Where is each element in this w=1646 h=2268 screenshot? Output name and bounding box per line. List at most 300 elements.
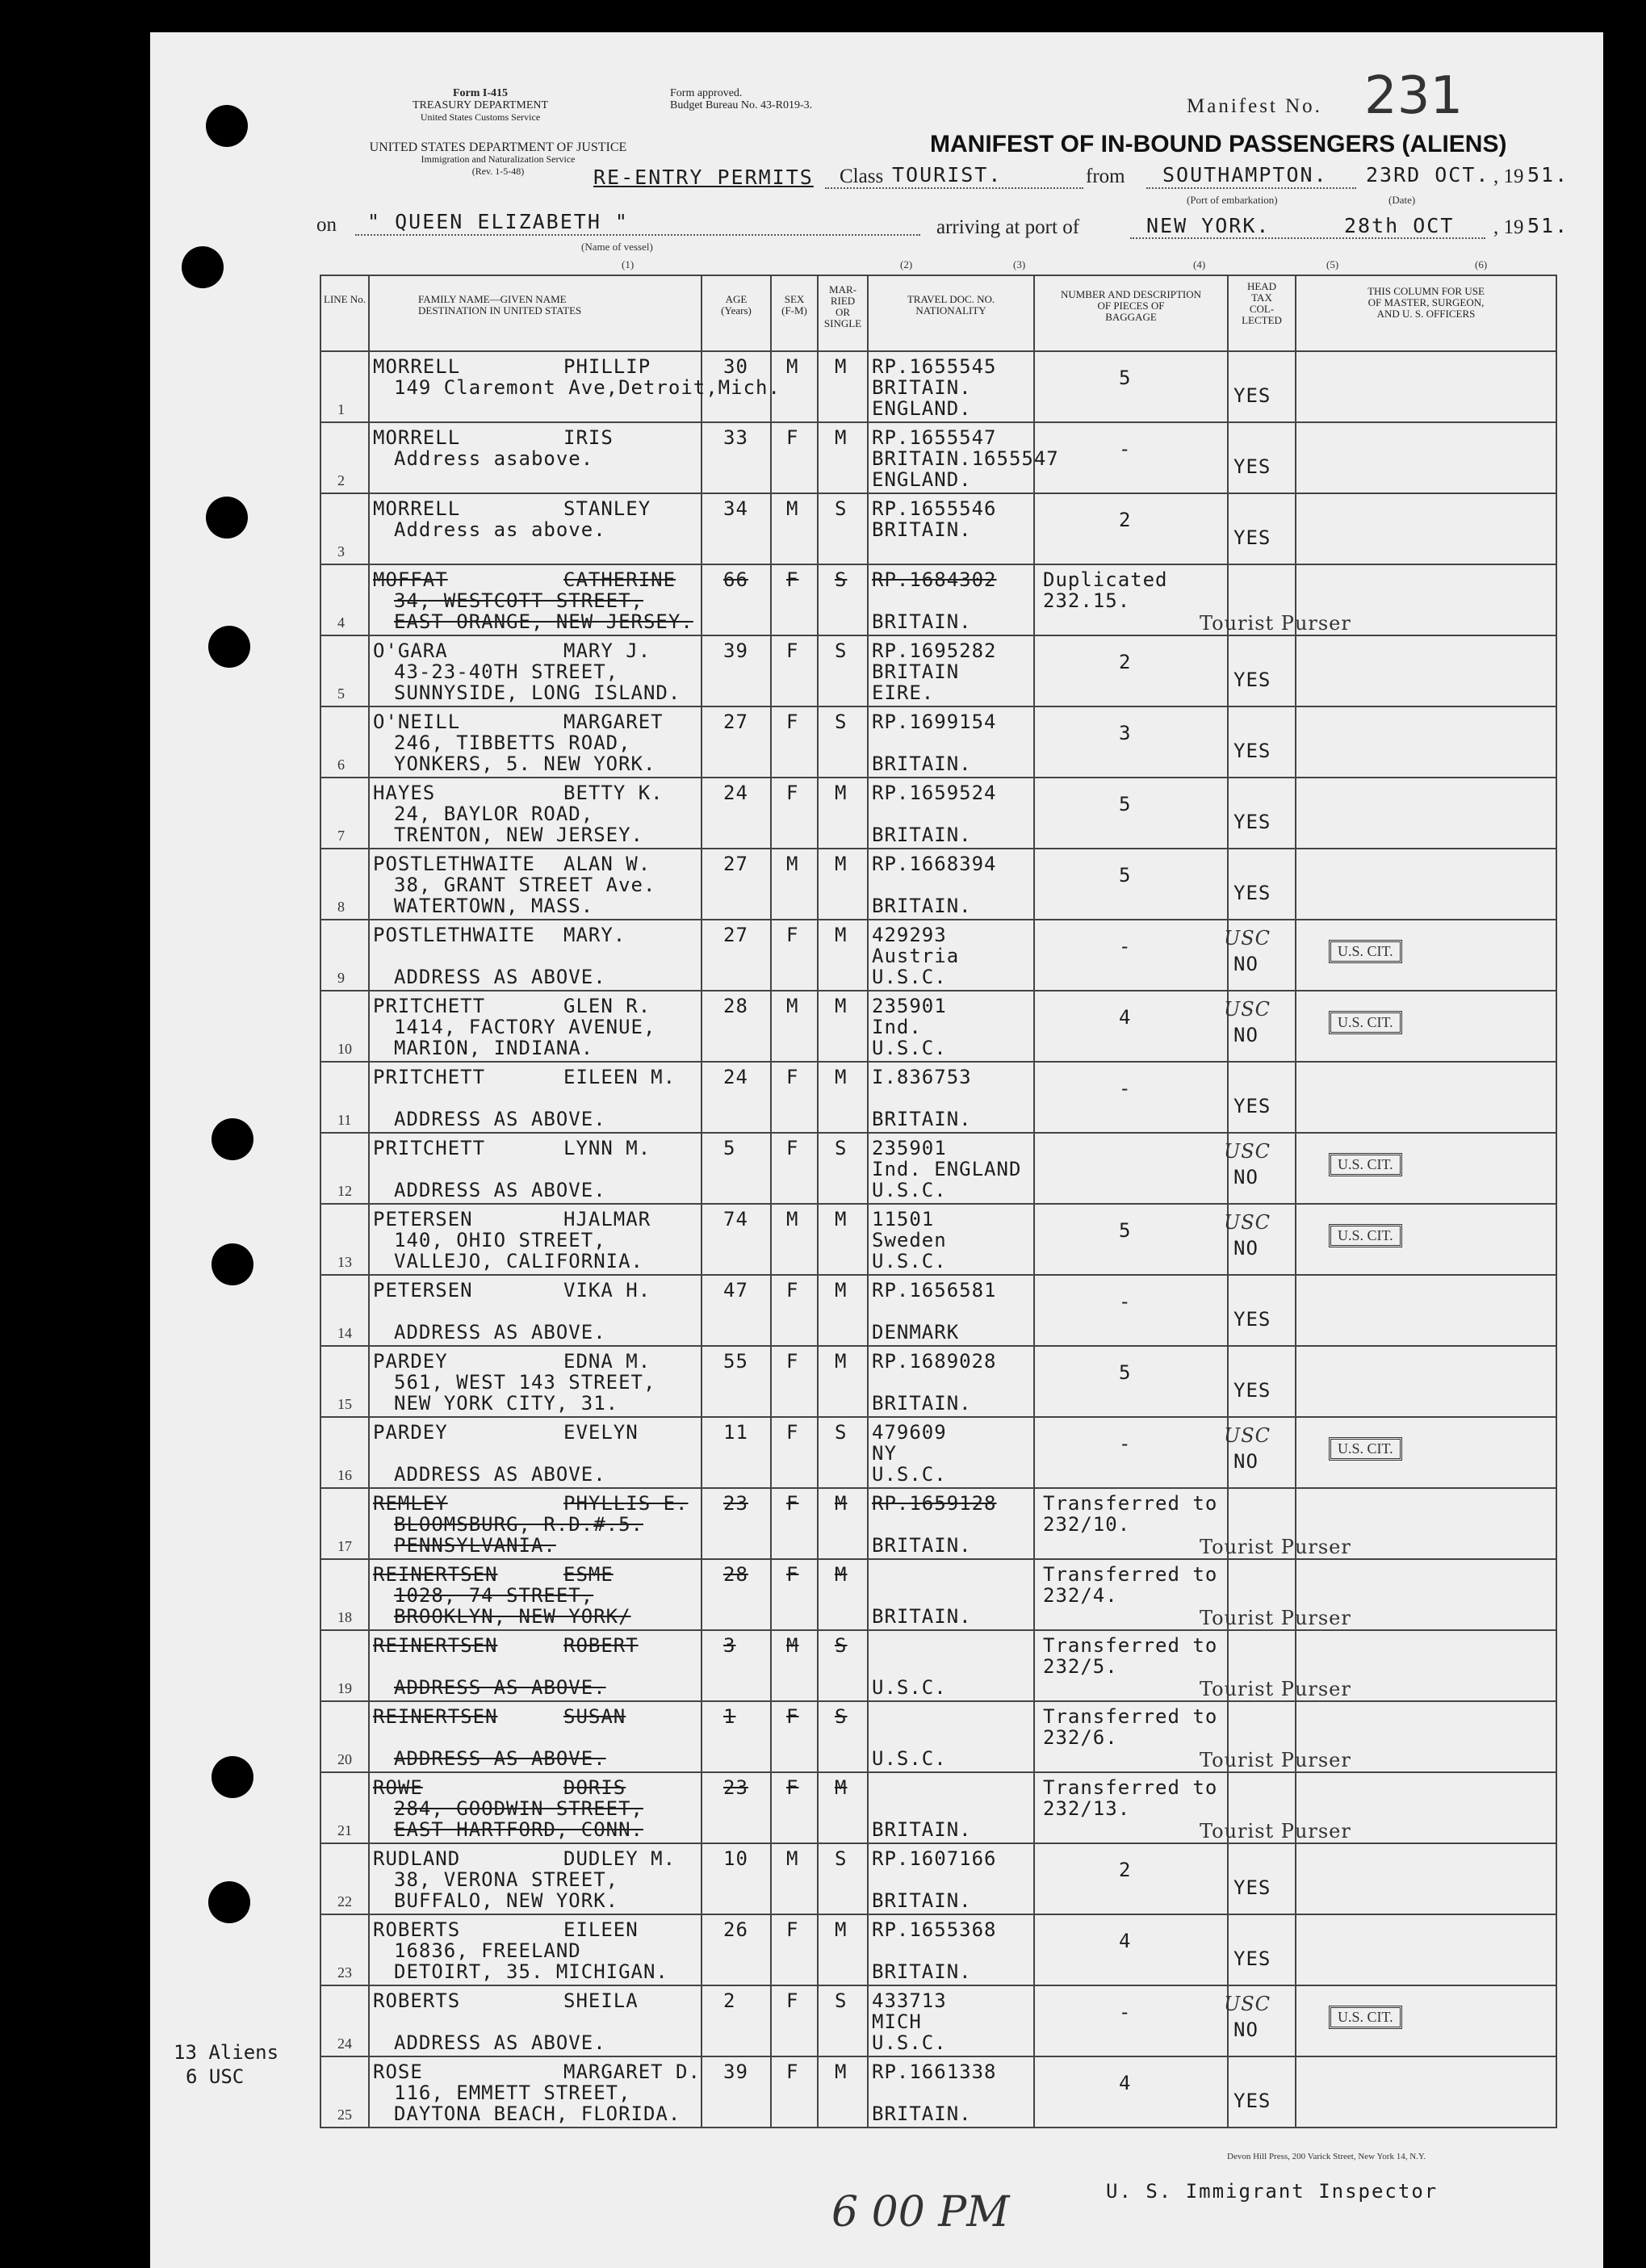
nationality-2: U.S.C. bbox=[872, 2031, 947, 2054]
punch-hole bbox=[212, 1118, 253, 1160]
age: 11 bbox=[723, 1421, 748, 1444]
officer-note: Tourist Purser bbox=[1200, 1820, 1351, 1842]
sex: F bbox=[786, 1350, 799, 1373]
family-name: POSTLETHWAITE bbox=[373, 853, 535, 875]
col-number-5: (5) bbox=[1326, 258, 1339, 270]
age: 27 bbox=[723, 924, 748, 946]
address-line-2: SUNNYSIDE, LONG ISLAND. bbox=[394, 681, 681, 704]
sex: M bbox=[786, 853, 799, 875]
table-row bbox=[320, 635, 1556, 706]
sex: F bbox=[786, 1563, 799, 1586]
port-of-embarkation: SOUTHAMPTON. bbox=[1162, 163, 1328, 187]
travel-doc-no: 235901 bbox=[872, 995, 947, 1017]
baggage: 5 bbox=[1119, 1361, 1132, 1384]
nationality-2: BRITAIN. bbox=[872, 1605, 972, 1628]
nationality-2: U.S.C. bbox=[872, 1676, 947, 1699]
nationality: Austria bbox=[872, 945, 960, 967]
punch-hole bbox=[182, 246, 224, 288]
baggage-ref: 232/4. bbox=[1043, 1584, 1118, 1607]
family-name: PETERSEN bbox=[373, 1279, 473, 1302]
baggage: 2 bbox=[1119, 651, 1132, 673]
baggage-ref: 232.15. bbox=[1043, 589, 1131, 612]
age: 26 bbox=[723, 1918, 748, 1941]
age: 30 bbox=[723, 355, 748, 378]
age: 24 bbox=[723, 1066, 748, 1088]
nationality-2: BRITAIN. bbox=[872, 1889, 972, 1912]
given-name: ESME bbox=[563, 1563, 614, 1586]
sex: F bbox=[786, 2060, 799, 2083]
line-number: 24 bbox=[337, 2035, 352, 2052]
baggage: 4 bbox=[1119, 1006, 1132, 1029]
given-name: EILEEN bbox=[563, 1918, 639, 1941]
marital-status: M bbox=[835, 1918, 848, 1941]
col-sex: SEX (F-M) bbox=[781, 293, 807, 317]
line-number: 5 bbox=[337, 685, 345, 702]
address-line-2: ADDRESS AS ABOVE. bbox=[394, 1321, 606, 1344]
address-line-1: 38, GRANT STREET Ave. bbox=[394, 874, 656, 896]
form-number: Form I-415 bbox=[452, 87, 509, 99]
travel-doc-no: RP.1656581 bbox=[872, 1279, 997, 1302]
punch-hole bbox=[208, 1881, 250, 1923]
marital-status: S bbox=[835, 568, 848, 591]
travel-doc-no: 11501 bbox=[872, 1208, 935, 1230]
family-name: ROBERTS bbox=[373, 1989, 461, 2012]
marital-status: S bbox=[835, 497, 848, 520]
address-line-2: NEW YORK CITY, 31. bbox=[394, 1392, 619, 1415]
travel-doc-no: 479609 bbox=[872, 1421, 947, 1444]
baggage: 5 bbox=[1119, 793, 1132, 815]
address-line-1: 34, WESTCOTT STREET, bbox=[394, 589, 643, 612]
address-line-1: Address asabove. bbox=[394, 447, 594, 470]
officer-note: Tourist Purser bbox=[1200, 1607, 1351, 1629]
sex: F bbox=[786, 711, 799, 733]
form-revision: (Rev. 1-5-48) bbox=[471, 166, 525, 177]
head-tax: YES bbox=[1233, 740, 1271, 762]
family-name: REMLEY bbox=[373, 1492, 448, 1515]
nationality-2: BRITAIN. bbox=[872, 824, 972, 846]
line-number: 14 bbox=[337, 1325, 352, 1341]
head-tax: YES bbox=[1233, 1308, 1271, 1331]
travel-doc-no: RP.1659128 bbox=[872, 1492, 997, 1515]
embarkation-caption: (Port of embarkation) bbox=[1187, 194, 1278, 206]
address-line-1: 24, BAYLOR ROAD, bbox=[394, 803, 594, 825]
nationality: BRITAIN. bbox=[872, 518, 972, 541]
baggage: Transferred to bbox=[1043, 1492, 1218, 1515]
family-name: MORRELL bbox=[373, 426, 461, 449]
nationality: BRITAIN bbox=[872, 660, 960, 683]
given-name: EDNA M. bbox=[563, 1350, 651, 1373]
marital-status: M bbox=[835, 1563, 848, 1586]
travel-doc-no: RP.1661338 bbox=[872, 2060, 997, 2083]
head-tax: YES bbox=[1233, 455, 1271, 478]
baggage: - bbox=[1119, 1077, 1132, 1100]
head-tax: YES bbox=[1233, 1379, 1271, 1402]
vessel-rule bbox=[355, 234, 920, 236]
given-name: CATHERINE bbox=[563, 568, 676, 591]
table-header-row bbox=[320, 275, 1556, 351]
col-head-tax: HEAD TAX COL- LECTED bbox=[1242, 280, 1282, 326]
citizen-stamp: U.S. CIT. bbox=[1329, 1153, 1402, 1176]
travel-doc-no: RP.1695282 bbox=[872, 639, 997, 662]
travel-doc-no: RP.1689028 bbox=[872, 1350, 997, 1373]
marital-status: M bbox=[835, 355, 848, 378]
passenger-table bbox=[320, 275, 1557, 2128]
officer-note: Tourist Purser bbox=[1200, 1678, 1351, 1700]
address-line-2: DETOIRT, 35. MICHIGAN. bbox=[394, 1960, 668, 1983]
marital-status: S bbox=[835, 1847, 848, 1870]
nationality: BRITAIN.1655547 bbox=[872, 447, 1059, 470]
travel-doc-no: I.836753 bbox=[872, 1066, 972, 1088]
col-age: AGE (Years) bbox=[721, 293, 752, 317]
nationality-2: ENGLAND. bbox=[872, 468, 972, 491]
table-row bbox=[320, 1630, 1556, 1701]
line-number: 25 bbox=[337, 2107, 352, 2123]
head-tax: NO bbox=[1233, 953, 1259, 975]
age: 34 bbox=[723, 497, 748, 520]
departure-year: 51. bbox=[1527, 163, 1569, 187]
marital-status: S bbox=[835, 1634, 848, 1657]
age: 3 bbox=[723, 1634, 736, 1657]
line-number: 8 bbox=[337, 899, 345, 915]
nationality-2: BRITAIN. bbox=[872, 610, 972, 633]
family-name: REINERTSEN bbox=[373, 1705, 498, 1728]
head-tax: YES bbox=[1233, 669, 1271, 691]
head-tax: YES bbox=[1233, 811, 1271, 833]
travel-doc-no: RP.1699154 bbox=[872, 711, 997, 733]
age: 27 bbox=[723, 711, 748, 733]
table-row bbox=[320, 493, 1556, 564]
given-name: LYNN M. bbox=[563, 1137, 651, 1159]
line-number: 16 bbox=[337, 1467, 352, 1483]
age: 5 bbox=[723, 1137, 736, 1159]
address-line-2: MARION, INDIANA. bbox=[394, 1037, 594, 1059]
family-name: MORRELL bbox=[373, 497, 461, 520]
address-line-2: BUFFALO, NEW YORK. bbox=[394, 1889, 619, 1912]
address-line-2: YONKERS, 5. NEW YORK. bbox=[394, 753, 656, 775]
baggage: 5 bbox=[1119, 367, 1132, 389]
given-name: ALAN W. bbox=[563, 853, 651, 875]
col-number-1: (1) bbox=[622, 258, 635, 270]
sex: F bbox=[786, 1776, 799, 1799]
age: 23 bbox=[723, 1492, 748, 1515]
table-row bbox=[320, 1275, 1556, 1346]
nationality-2: U.S.C. bbox=[872, 1747, 947, 1770]
line-number: 3 bbox=[337, 543, 345, 560]
head-tax: NO bbox=[1233, 2019, 1259, 2041]
on-label: on bbox=[316, 214, 337, 236]
family-name: RUDLAND bbox=[373, 1847, 461, 1870]
nationality-2: BRITAIN. bbox=[872, 1534, 972, 1557]
sex: F bbox=[786, 639, 799, 662]
baggage: 4 bbox=[1119, 1930, 1132, 1952]
year-prefix: , 19 bbox=[1493, 166, 1524, 187]
marital-status: M bbox=[835, 924, 848, 946]
travel-doc-no: 235901 bbox=[872, 1137, 947, 1159]
sex: F bbox=[786, 426, 799, 449]
arrival-date: 28th OCT bbox=[1344, 214, 1455, 237]
family-name: PRITCHETT bbox=[373, 995, 486, 1017]
head-tax: YES bbox=[1233, 384, 1271, 407]
head-tax: YES bbox=[1233, 526, 1271, 549]
family-name: ROWE bbox=[373, 1776, 423, 1799]
citizen-stamp: U.S. CIT. bbox=[1329, 1011, 1402, 1034]
punch-hole bbox=[212, 1756, 253, 1798]
head-tax: NO bbox=[1233, 1237, 1259, 1260]
printer-imprint: Devon Hill Press, 200 Varick Street, New York 14, N.Y. bbox=[1227, 2152, 1426, 2161]
address-line-2: TRENTON, NEW JERSEY. bbox=[394, 824, 643, 846]
sex: M bbox=[786, 1208, 799, 1230]
given-name: EILEEN M. bbox=[563, 1066, 676, 1088]
line-number: 19 bbox=[337, 1680, 352, 1696]
table-row bbox=[320, 1417, 1556, 1488]
marital-status: S bbox=[835, 1705, 848, 1728]
sex: F bbox=[786, 568, 799, 591]
punch-hole bbox=[206, 497, 248, 539]
col-married: MAR- RIED OR SINGLE bbox=[823, 283, 862, 329]
address-line-1: 116, EMMETT STREET, bbox=[394, 2081, 631, 2104]
age: 33 bbox=[723, 426, 748, 449]
address-line-2: ADDRESS AS ABOVE. bbox=[394, 1676, 606, 1699]
head-tax: NO bbox=[1233, 1024, 1259, 1046]
family-name: MORRELL bbox=[373, 355, 461, 378]
given-name: DUDLEY M. bbox=[563, 1847, 676, 1870]
table-row bbox=[320, 1985, 1556, 2056]
baggage: - bbox=[1119, 438, 1132, 460]
line-number: 20 bbox=[337, 1751, 352, 1767]
arrival-year: 51. bbox=[1527, 214, 1569, 237]
col-number-4: (4) bbox=[1193, 258, 1206, 270]
family-name: PETERSEN bbox=[373, 1208, 473, 1230]
nationality: Sweden bbox=[872, 1229, 947, 1251]
address-line-2: DAYTONA BEACH, FLORIDA. bbox=[394, 2102, 681, 2125]
col-number-3: (3) bbox=[1013, 258, 1026, 270]
baggage: - bbox=[1119, 1290, 1132, 1313]
table-row bbox=[320, 422, 1556, 493]
given-name: VIKA H. bbox=[563, 1279, 651, 1302]
given-name: STANLEY bbox=[563, 497, 651, 520]
head-tax: NO bbox=[1233, 1166, 1259, 1188]
baggage: 3 bbox=[1119, 722, 1132, 744]
table-row bbox=[320, 1914, 1556, 1985]
line-number: 18 bbox=[337, 1609, 352, 1625]
vessel-caption: (Name of vessel) bbox=[581, 241, 653, 253]
address-line-2: ADDRESS AS ABOVE. bbox=[394, 1463, 606, 1486]
marital-status: M bbox=[835, 1066, 848, 1088]
address-line-1: 246, TIBBETTS ROAD, bbox=[394, 732, 631, 754]
family-name: REINERTSEN bbox=[373, 1563, 498, 1586]
arrival-year-prefix: , 19 bbox=[1493, 216, 1524, 238]
given-name: PHYLLIS E. bbox=[563, 1492, 689, 1515]
travel-doc-no: RP.1655547 bbox=[872, 426, 997, 449]
nationality-2: BRITAIN. bbox=[872, 1818, 972, 1841]
given-name: MARY J. bbox=[563, 639, 651, 662]
margin-note-usc: 6 USC bbox=[186, 2065, 245, 2088]
marital-status: M bbox=[835, 995, 848, 1017]
line-number: 1 bbox=[337, 401, 345, 417]
punch-hole bbox=[208, 626, 250, 668]
nationality-2: BRITAIN. bbox=[872, 2102, 972, 2125]
baggage: 2 bbox=[1119, 1859, 1132, 1881]
ins-service: Immigration and Naturalization Service bbox=[421, 153, 576, 165]
line-number: 22 bbox=[337, 1893, 352, 1910]
nationality: Ind. bbox=[872, 1016, 922, 1038]
sex: F bbox=[786, 924, 799, 946]
marital-status: M bbox=[835, 426, 848, 449]
family-name: REINERTSEN bbox=[373, 1634, 498, 1657]
col-officers: THIS COLUMN FOR USE OF MASTER, SURGEON, AND U. S. OFFICERS bbox=[1367, 285, 1485, 320]
vessel-name: " QUEEN ELIZABETH " bbox=[367, 210, 629, 233]
nationality-2: EIRE. bbox=[872, 681, 935, 704]
col-number-2: (2) bbox=[900, 258, 913, 270]
line-number: 15 bbox=[337, 1396, 352, 1412]
table-row bbox=[320, 1204, 1556, 1275]
nationality: Ind. ENGLAND bbox=[872, 1158, 1022, 1180]
baggage: 4 bbox=[1119, 2072, 1132, 2094]
address-line-2: EAST HARTFORD, CONN. bbox=[394, 1818, 643, 1841]
officer-note: Tourist Purser bbox=[1200, 1536, 1351, 1558]
table-row bbox=[320, 1062, 1556, 1133]
nationality-2: U.S.C. bbox=[872, 966, 947, 988]
nationality-2: BRITAIN. bbox=[872, 1960, 972, 1983]
officer-note: USC bbox=[1224, 1993, 1271, 2015]
table-row bbox=[320, 706, 1556, 778]
table-row bbox=[320, 1701, 1556, 1772]
marital-status: S bbox=[835, 1137, 848, 1159]
marital-status: M bbox=[835, 1279, 848, 1302]
age: 66 bbox=[723, 568, 748, 591]
family-name: PARDEY bbox=[373, 1421, 448, 1444]
line-number: 10 bbox=[337, 1041, 352, 1057]
baggage-ref: 232/6. bbox=[1043, 1726, 1118, 1749]
head-tax: YES bbox=[1233, 1947, 1271, 1970]
nationality-2: ENGLAND. bbox=[872, 397, 972, 420]
address-line-1: 561, WEST 143 STREET, bbox=[394, 1371, 656, 1394]
officer-note: USC bbox=[1224, 1140, 1271, 1163]
travel-doc-no: RP.1659524 bbox=[872, 782, 997, 804]
travel-doc-no: RP.1668394 bbox=[872, 853, 997, 875]
marital-status: M bbox=[835, 853, 848, 875]
address-line-2: WATERTOWN, MASS. bbox=[394, 895, 594, 917]
family-name: PRITCHETT bbox=[373, 1066, 486, 1088]
head-tax: YES bbox=[1233, 882, 1271, 904]
table-row bbox=[320, 564, 1556, 635]
nationality-2: U.S.C. bbox=[872, 1179, 947, 1201]
given-name: MARGARET D. bbox=[563, 2060, 701, 2083]
manifest-number: 231 bbox=[1364, 66, 1464, 126]
col-name: FAMILY NAME—GIVEN NAME DESTINATION IN UNITED STATES bbox=[418, 293, 582, 317]
nationality-2: BRITAIN. bbox=[872, 753, 972, 775]
family-name: PRITCHETT bbox=[373, 1137, 486, 1159]
nationality-2: U.S.C. bbox=[872, 1250, 947, 1272]
sex: F bbox=[786, 782, 799, 804]
sex: F bbox=[786, 1421, 799, 1444]
line-number: 13 bbox=[337, 1254, 352, 1270]
punch-hole bbox=[206, 105, 248, 147]
given-name: PHILLIP bbox=[563, 355, 651, 378]
sex: F bbox=[786, 1492, 799, 1515]
baggage: 2 bbox=[1119, 509, 1132, 531]
travel-doc-no: RP.1684302 bbox=[872, 568, 997, 591]
line-number: 2 bbox=[337, 472, 345, 488]
travel-doc-no: RP.1655546 bbox=[872, 497, 997, 520]
table-row bbox=[320, 920, 1556, 991]
address-line-1: 1414, FACTORY AVENUE, bbox=[394, 1016, 656, 1038]
baggage: - bbox=[1119, 2001, 1132, 2023]
travel-doc-no: 429293 bbox=[872, 924, 947, 946]
table-row bbox=[320, 1488, 1556, 1559]
baggage: Transferred to bbox=[1043, 1776, 1218, 1799]
given-name: ROBERT bbox=[563, 1634, 639, 1657]
address-line-2: ADDRESS AS ABOVE. bbox=[394, 1747, 606, 1770]
age: 2 bbox=[723, 1989, 736, 2012]
head-tax: YES bbox=[1233, 1095, 1271, 1117]
officer-note: Tourist Purser bbox=[1200, 612, 1351, 635]
sex: M bbox=[786, 995, 799, 1017]
address-line-1: BLOOMSBURG, R.D.#.5. bbox=[394, 1513, 643, 1536]
inspector-label: U. S. Immigrant Inspector bbox=[1106, 2180, 1439, 2203]
manifest-no-label: Manifest No. bbox=[1187, 95, 1322, 117]
arrival-rule bbox=[1130, 237, 1485, 239]
given-name: BETTY K. bbox=[563, 782, 664, 804]
baggage-ref: 232/13. bbox=[1043, 1797, 1131, 1820]
address-line-2: ADDRESS AS ABOVE. bbox=[394, 1108, 606, 1130]
age: 27 bbox=[723, 853, 748, 875]
sex: M bbox=[786, 1634, 799, 1657]
family-name: ROBERTS bbox=[373, 1918, 461, 1941]
margin-note-aliens: 13 Aliens bbox=[174, 2041, 279, 2064]
travel-doc-no: 433713 bbox=[872, 1989, 947, 2012]
age: 24 bbox=[723, 782, 748, 804]
officer-note: USC bbox=[1224, 1211, 1271, 1234]
line-number: 21 bbox=[337, 1822, 352, 1838]
arrival-time: 6 00 PM bbox=[831, 2188, 1010, 2237]
marital-status: M bbox=[835, 1208, 848, 1230]
nationality-2: BRITAIN. bbox=[872, 1392, 972, 1415]
date-caption: (Date) bbox=[1388, 194, 1416, 206]
given-name: GLEN R. bbox=[563, 995, 651, 1017]
sex: F bbox=[786, 1705, 799, 1728]
officer-note: USC bbox=[1224, 927, 1271, 950]
age: 47 bbox=[723, 1279, 748, 1302]
given-name: SUSAN bbox=[563, 1705, 626, 1728]
table-row bbox=[320, 1843, 1556, 1914]
sex: M bbox=[786, 497, 799, 520]
citizen-stamp: U.S. CIT. bbox=[1329, 2006, 1402, 2029]
col-number-6: (6) bbox=[1475, 258, 1488, 270]
baggage-ref: 232/5. bbox=[1043, 1655, 1118, 1678]
baggage: Duplicated bbox=[1043, 568, 1168, 591]
baggage: Transferred to bbox=[1043, 1705, 1218, 1728]
table-row bbox=[320, 1133, 1556, 1204]
punch-hole bbox=[212, 1243, 253, 1285]
table-row bbox=[320, 1559, 1556, 1630]
age: 23 bbox=[723, 1776, 748, 1799]
marital-status: M bbox=[835, 2060, 848, 2083]
baggage: Transferred to bbox=[1043, 1563, 1218, 1586]
sex: F bbox=[786, 1137, 799, 1159]
arrival-port: NEW YORK. bbox=[1146, 214, 1271, 237]
from-rule bbox=[1146, 187, 1356, 189]
marital-status: S bbox=[835, 711, 848, 733]
address-line-1: 38, VERONA STREET, bbox=[394, 1868, 619, 1891]
sex: M bbox=[786, 1847, 799, 1870]
age: 55 bbox=[723, 1350, 748, 1373]
marital-status: M bbox=[835, 1492, 848, 1515]
table-row bbox=[320, 351, 1556, 422]
address-line-2: PENNSYLVANIA. bbox=[394, 1534, 556, 1557]
travel-doc-no: RP.1655368 bbox=[872, 1918, 997, 1941]
sex: F bbox=[786, 1918, 799, 1941]
